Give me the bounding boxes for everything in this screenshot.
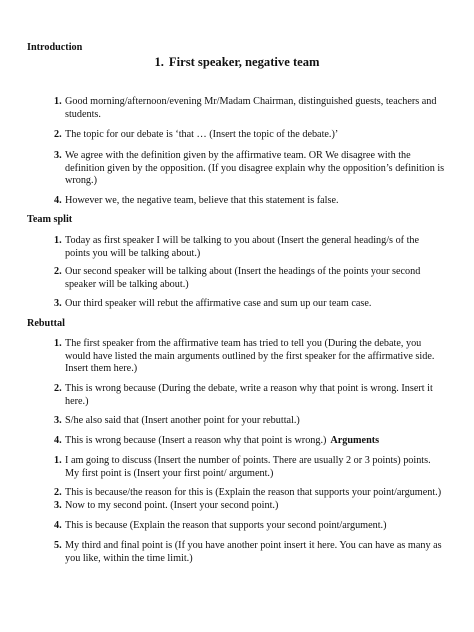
item-text: However we, the negative team, believe that this statement is false. <box>65 195 339 206</box>
item-text: This is because (Explain the reason that supports your second point/argument.) <box>65 520 387 531</box>
rebuttal-heading: Rebuttal <box>27 318 65 329</box>
item-text: Today as first speaker I will be talking to you about (Insert the general heading/s of the points you will be talking about.) <box>65 235 420 259</box>
team-split-item-3 <box>54 298 446 311</box>
item-number: 4. <box>54 520 62 531</box>
item-text: This is because/the reason for this is (Explain the reason that supports your point/argument.) <box>65 487 442 498</box>
item-text: Our second speaker will be talking about (Insert the headings of the points your second speaker will be talking about.) <box>65 266 421 290</box>
rebuttal-item-3 <box>54 415 446 428</box>
introduction-item-4 <box>54 195 446 208</box>
arguments-item-1 <box>54 455 446 480</box>
team-split-heading: Team split <box>27 214 73 225</box>
item-text: The first speaker from the affirmative team has tried to tell you (During the debate, you would have listed the main arguments outlined by the first speaker for the affirmative side. Insert them here.) <box>65 338 435 375</box>
arguments-heading: Arguments <box>330 435 380 446</box>
item-number: 4. <box>54 195 62 206</box>
item-text: S/he also said that (Insert another point for your rebuttal.) <box>65 415 300 426</box>
arguments-item-2 <box>54 487 446 500</box>
title-number: 1. <box>154 55 164 69</box>
item-number: 1. <box>54 235 62 246</box>
item-text: The topic for our debate is ‘that … (Insert the topic of the debate.)’ <box>65 129 339 140</box>
item-number: 4. <box>54 435 62 446</box>
item-number: 1. <box>54 338 62 349</box>
introduction-item-1 <box>54 96 446 121</box>
item-number: 2. <box>54 487 62 498</box>
item-number: 3. <box>54 500 62 511</box>
item-text: Now to my second point. (Insert your second point.) <box>65 500 279 511</box>
page-title <box>0 55 474 70</box>
item-number: 1. <box>54 455 62 466</box>
item-number: 3. <box>54 150 62 161</box>
introduction-item-2 <box>54 129 446 142</box>
team-split-item-1 <box>54 235 446 260</box>
item-text: I am going to discuss (Insert the number of points. There are usually 2 or 3 points) points. My first point is (Insert your first point/ argument.) <box>65 455 431 479</box>
rebuttal-item-4 <box>54 435 446 448</box>
item-text: Our third speaker will rebut the affirmative case and sum up our team case. <box>65 298 372 309</box>
item-number: 2. <box>54 129 62 140</box>
item-text: We agree with the definition given by the affirmative team. OR We disagree with the definition given by the opposition. (If you disagree explain why the opposition’s definition is wrong.) <box>65 150 445 187</box>
arguments-item-5 <box>54 540 446 565</box>
item-number: 3. <box>54 415 62 426</box>
introduction-item-3 <box>54 150 446 188</box>
item-number: 3. <box>54 298 62 309</box>
item-text <box>65 435 446 448</box>
item-text: This is wrong because (During the debate, write a reason why that point is wrong. Insert it here.) <box>65 383 433 407</box>
item-text-body: This is wrong because (Insert a reason why that point is wrong.) <box>65 435 327 446</box>
team-split-item-2 <box>54 266 446 291</box>
rebuttal-item-2 <box>54 383 446 408</box>
arguments-item-3 <box>54 500 446 513</box>
item-text: My third and final point is (If you have another point insert it here. You can have as many as you like, within the time limit.) <box>65 540 442 564</box>
arguments-item-4 <box>54 520 446 533</box>
rebuttal-item-1 <box>54 338 446 376</box>
item-number: 1. <box>54 96 62 107</box>
title-text: First speaker, negative team <box>168 55 320 69</box>
introduction-heading: Introduction <box>27 42 83 53</box>
item-number: 2. <box>54 266 62 277</box>
item-number: 5. <box>54 540 62 551</box>
item-text: Good morning/afternoon/evening Mr/Madam Chairman, distinguished guests, teachers and students. <box>65 96 437 120</box>
item-number: 2. <box>54 383 62 394</box>
